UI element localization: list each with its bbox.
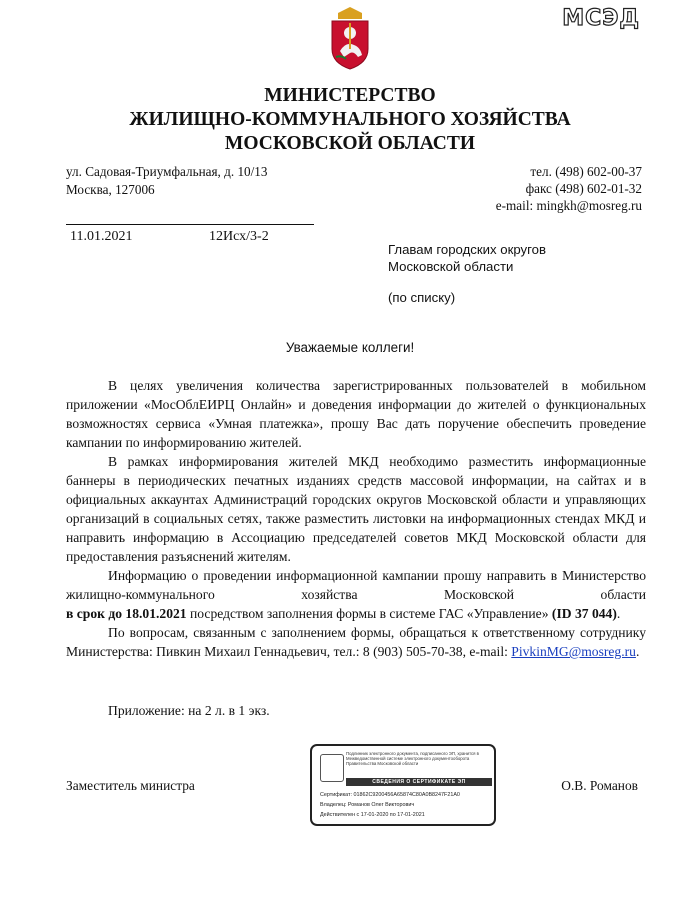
msed-mark: МСЭД	[562, 6, 640, 31]
stamp-emblem-icon	[320, 754, 344, 782]
stamp-band: СВЕДЕНИЯ О СЕРТИФИКАТЕ ЭП	[346, 778, 492, 786]
form-id: (ID 37 044)	[551, 606, 617, 621]
signer-position: Заместитель министра	[66, 778, 195, 793]
ministry-title-line3: МОСКОВСКОЙ ОБЛАСТИ	[224, 133, 476, 154]
signer-name: О.В. Романов	[561, 778, 638, 793]
paragraph-3	[66, 566, 646, 604]
recipient-line2: Московской области	[388, 259, 514, 274]
stamp-certificate: Сертификат: 01862C9200456A65874C80A0B8247F21A0	[320, 792, 460, 798]
paragraph-4-text: По вопросам, связанным с заполнением формы, обращаться к ответственному сотруднику Министерства: Пивкин Михаил Геннадьевич, тел.: 8 (903) 505-70-38, e-mail:	[66, 625, 646, 659]
meta-rule	[66, 224, 314, 225]
deadline: в срок до 18.01.2021	[66, 606, 187, 621]
salutation: Уважаемые коллеги!	[285, 340, 415, 355]
letter-body	[66, 376, 646, 661]
recipient-line1: Главам городских округов	[388, 242, 547, 257]
stamp-validity: Действителен с 17-01-2020 по 17-01-2021	[320, 812, 425, 818]
contact-email-link[interactable]: PivkinMG@mosreg.ru	[511, 644, 636, 659]
paragraph-2: В рамках информирования жителей МКД необходимо разместить информационные баннеры в периодических печатных изданиях средств массовой информации, на сайтах и в официальных аккаунтах Администраций городских округов Московской области и управляющих организаций в социальных сетях, также разместить листовки на информационных стендах МКД и направить информацию в Ассоциацию председателей советов МКД Московской области для предоставления разъяснений жителям.	[66, 454, 646, 564]
paragraph-4	[66, 623, 646, 661]
address-line1: ул. Садовая-Триумфальная, д. 10/13	[66, 164, 268, 179]
ministry-title-line1: МИНИСТЕРСТВО	[264, 85, 436, 106]
paragraph-4-end: .	[635, 644, 640, 659]
paragraph-1: В целях увеличения количества зарегистрированных пользователей в мобильном приложении «МосОблЕИРЦ Онлайн» и доведения информации до жителей о функциональных возможностях сервиса «Умная платежка», прошу Вас дать поручение обеспечить проведение кампании по информированию жителей.	[66, 378, 646, 450]
ministry-title-line2: ЖИЛИЩНО-КОММУНАЛЬНОГО ХОЗЯЙСТВА	[129, 109, 571, 130]
electronic-signature-stamp	[310, 744, 496, 826]
paragraph-3-text: Информацию о проведении информационной кампании прошу направить в Министерство жилищно-коммунального хозяйства Московской области	[66, 568, 646, 602]
stamp-owner: Владелец: Романов Олег Викторович	[320, 802, 415, 808]
address-line2: Москва, 127006	[66, 182, 155, 197]
recipient-line3: (по списку)	[388, 290, 456, 305]
document-date: 11.01.2021	[70, 229, 133, 244]
paragraph-3-method: посредством заполнения формы в системе ГАС «Управление»	[186, 606, 552, 621]
attachment-note: Приложение: на 2 л. в 1 экз.	[108, 703, 270, 718]
fax: факс (498) 602-01-32	[525, 181, 642, 196]
document-number: 12Исх/3-2	[209, 229, 269, 244]
paragraph-3-deadline	[66, 604, 646, 623]
coat-of-arms-icon	[324, 5, 376, 71]
paragraph-3-end: .	[616, 606, 621, 621]
phone: тел. (498) 602-00-37	[530, 164, 642, 179]
email: e-mail: mingkh@mosreg.ru	[495, 198, 642, 213]
stamp-header: Подлинник электронного документа, подписанного ЭП, хранится в Межведомственной системе электронного документооборота Правительства Московской области	[346, 751, 479, 767]
